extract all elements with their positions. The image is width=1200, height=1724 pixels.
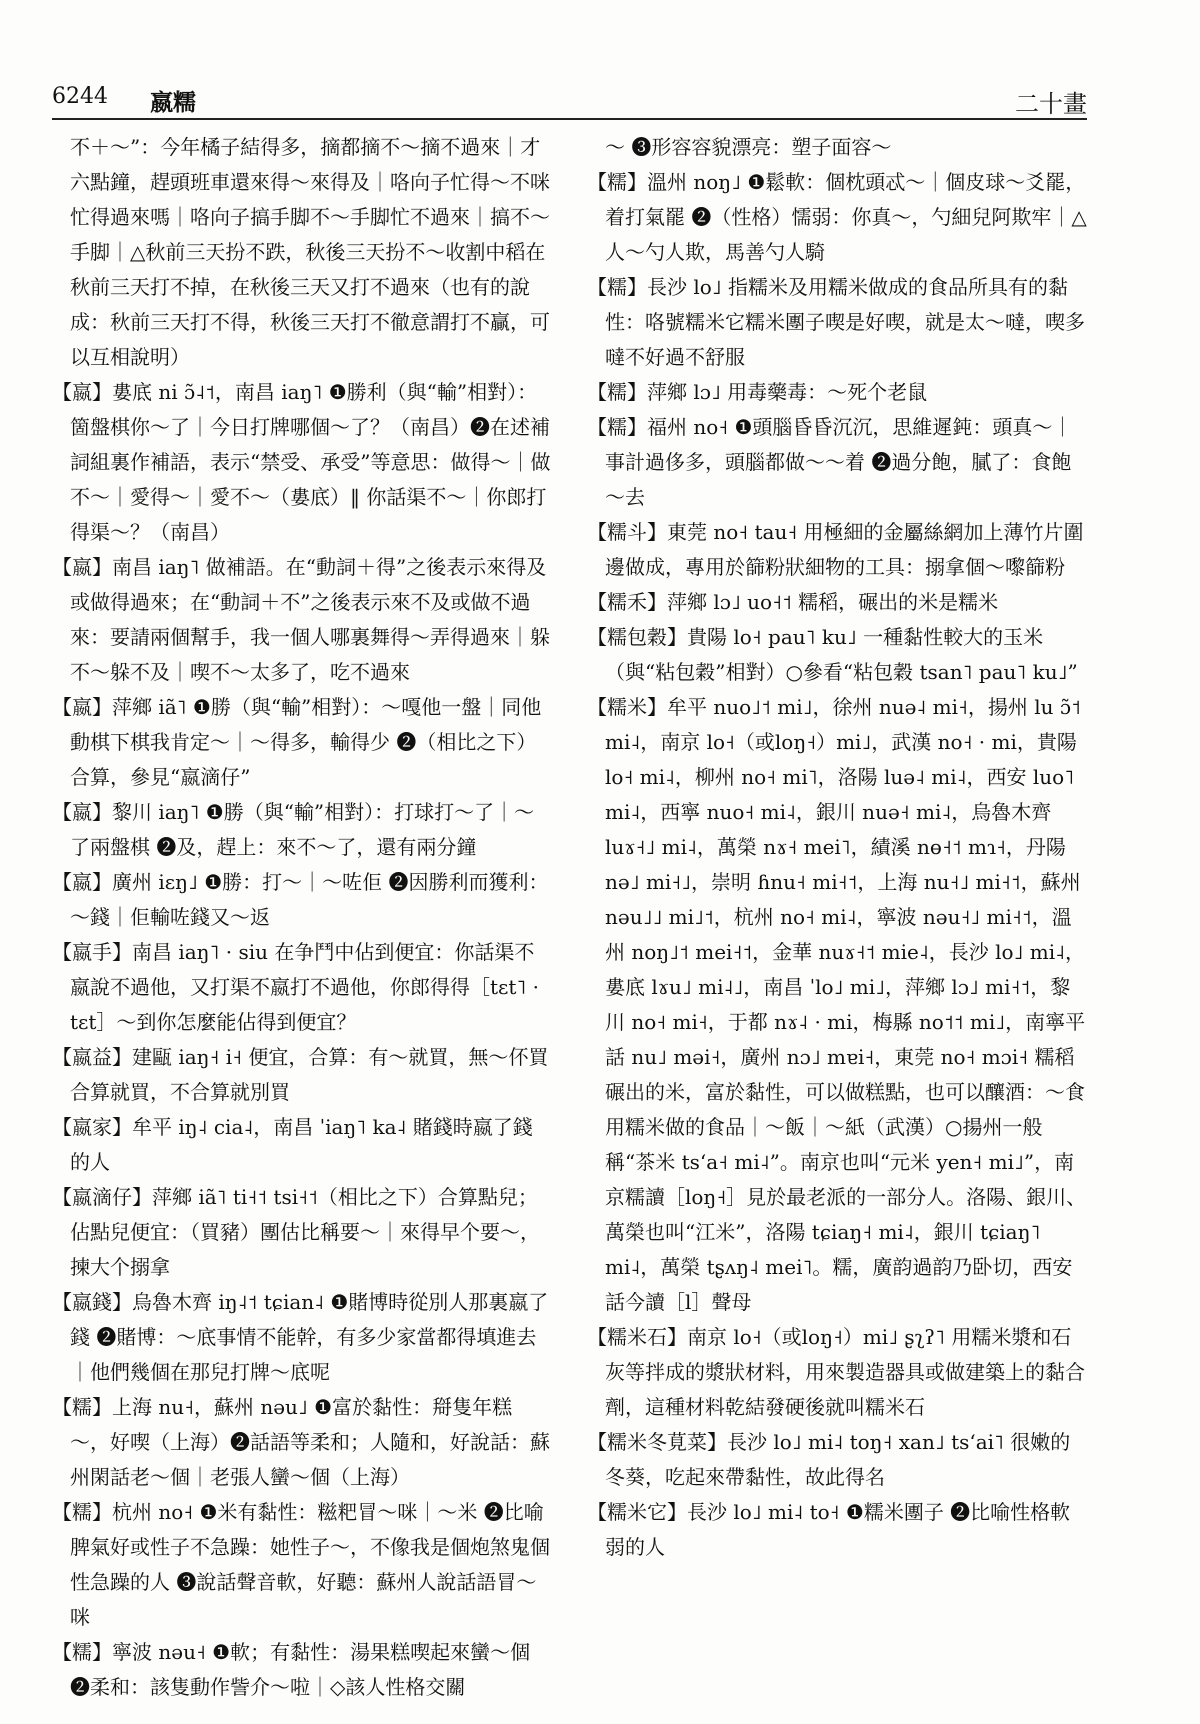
dictionary-entry: 【糯】溫州 noŋ˩ ❶鬆軟：個枕頭忒～｜個皮球～爻罷，着打氣罷 ❷（性格）懦弱：你真～，勺細兒阿欺牢｜△人～勺人欺，馬善勺人騎 xyxy=(587,170,1087,264)
dictionary-entry: 【糯米石】南京 lo˧（或loŋ˧）mi˩ ʂʅʔ˥ 用糯米漿和石灰等拌成的漿狀材料，用來製造器具或做建築上的黏合劑，這種材料乾結發硬後就叫糯米石 xyxy=(587,1325,1085,1419)
dictionary-entry: 【糯】上海 nu˧，蘇州 nəu˩ ❶富於黏性：搿隻年糕～，好喫（上海）❷話語等柔和；人隨和，好說話：蘇州閑話老～個｜老張人蠻～個（上海） xyxy=(52,1395,550,1489)
entry-continuation: ～ ❸形容容貌漂亮：塑子面容～ xyxy=(605,135,892,159)
entry-continuation: 不＋～”：今年橘子結得多，摘都摘不～摘不過來｜才六點鐘，趕頭班車還來得～來得及｜咯向子忙得～不咪忙得過來嗎｜咯向子搞手脚不～手脚忙不過來｜搞不～手脚｜△秋前三天扮不跌，秋後三天扮不～收割中稻在秋前三天打不掉，在秋後三天又打不過來（也有的說成：秋前三天打不得，秋後三天打不徹意謂打不贏，可以互相說明） xyxy=(70,135,550,369)
dictionary-entry: 【糯斗】東莞 no˧ tau˧ 用極細的金屬絲網加上薄竹片圍邊做成，專用於篩粉狀細物的工具：搦拿個～嚟篩粉 xyxy=(587,520,1084,579)
dictionary-entry: 【嬴】廣州 iɛŋ˩ ❶勝：打～｜～咗佢 ❷因勝利而獲利：～錢｜佢輸咗錢又～返 xyxy=(52,870,549,929)
dictionary-entry: 【糯】寧波 nəu˧ ❶軟；有黏性：湯果糕喫起來蠻～個 ❷柔和：該隻動作訾介～啦｜◇該人性格交關 xyxy=(52,1640,531,1699)
page-title: 嬴糯 xyxy=(150,89,196,116)
right-column xyxy=(587,130,1087,1700)
dictionary-entry: 【糯】萍鄉 lɔ˩ 用毒藥毒：～死个老鼠 xyxy=(587,380,928,404)
dictionary-entry: 【嬴】萍鄉 iã˥ ❶勝（與“輸”相對）：～嘎他一盤｜同他動棋下棋我肯定～｜～得多，輸得少 ❷（相比之下）合算，參見“嬴滴仔” xyxy=(52,695,542,789)
dictionary-entry: 【嬴益】建甌 iaŋ˧ i˧ 便宜，合算：有～就買，無～伓買合算就買，不合算就別買 xyxy=(52,1045,549,1104)
page-header xyxy=(52,78,1087,120)
dictionary-entry: 【嬴錢】烏魯木齊 iŋ˨˦ tɕian˨ ❶賭博時從別人那裏嬴了錢 ❷賭博：～底事情不能幹，有多少家當都得填進去｜他們幾個在那兒打牌～底呢 xyxy=(52,1290,549,1384)
dictionary-entry: 【糯米冬莧菜】長沙 lo˩ mi˨ toŋ˧ xan˩ tsʻai˥ 很嫩的冬葵，吃起來帶黏性，故此得名 xyxy=(587,1430,1071,1489)
dictionary-entry: 【嬴家】牟平 iŋ˨ cia˨，南昌 ˈiaŋ˥ ka˨ 賭錢時嬴了錢的人 xyxy=(52,1115,533,1174)
dictionary-entry: 【嬴】婁底 ni ɔ̃˨˦，南昌 iaŋ˥ ❶勝利（與“輸”相對）：箇盤棋你～了｜今日打牌哪個～了？（南昌）❷在述補詞組裏作補語，表示“禁受、承受”等意思：做得～｜做不～｜愛得～｜愛不～（婁底）‖ 你話渠不～｜你郎打得渠～？（南昌） xyxy=(52,380,551,544)
left-column xyxy=(52,130,552,1700)
dictionary-entry: 【嬴手】南昌 iaŋ˥ · siu 在争鬥中佔到便宜：你話渠不嬴說不過他，又打渠不嬴打不過他，你郎得得［tɛt˥ · tɛt］～到你怎麼能佔得到便宜？ xyxy=(52,940,540,1034)
dictionary-entry: 【糯禾】萍鄉 lɔ˩ uo˧˦ 糯稻，碾出的米是糯米 xyxy=(587,590,999,614)
dictionary-entry: 【糯包穀】貴陽 lo˧ pau˥ ku˩ 一種黏性較大的玉米（與“粘包穀”相對）○參看“粘包穀 tsan˥ pau˥ ku˩” xyxy=(587,625,1078,684)
dictionary-entry: 【糯】長沙 lo˩ 指糯米及用糯米做成的食品所具有的黏性：咯號糯米它糯米團子喫是好喫，就是太～噠，喫多噠不好過不舒服 xyxy=(587,275,1085,369)
dictionary-entry: 【嬴】南昌 iaŋ˥ 做補語。在“動詞＋得”之後表示來得及或做得過來；在“動詞＋不”之後表示來不及或做不過來：要請兩個幫手，我一個人哪裏舞得～弄得過來｜躲不～躲不及｜喫不～太多了，吃不過來 xyxy=(52,555,550,684)
dictionary-entry: 【嬴】黎川 iaŋ˥ ❶勝（與“輸”相對）：打球打～了｜～了兩盤棋 ❷及，趕上：來不～了，還有兩分鐘 xyxy=(52,800,535,859)
dictionary-entry: 【嬴滴仔】萍鄉 iã˥ ti˧˦ tsi˧˦（相比之下）合算點兒；佔點兒便宜：（買豬）團估比稱要～｜來得早个要～，揀大个搦拿 xyxy=(52,1185,540,1279)
dictionary-entry: 【糯】杭州 no˧ ❶米有黏性：糍粑冒～咪｜～米 ❷比喻脾氣好或性子不急躁：她性子～，不像我是個炮煞鬼個性急躁的人 ❸說話聲音軟，好聽：蘇州人說話語冒～咪 xyxy=(52,1500,550,1629)
page-number: 6244 xyxy=(52,84,108,109)
dictionary-entry: 【糯米它】長沙 lo˩ mi˨ to˧ ❶糯米團子 ❷比喻性格軟弱的人 xyxy=(587,1500,1071,1559)
dictionary-entry: 【糯】福州 no˧ ❶頭腦昏昏沉沉，思維遲鈍：頭真～｜事計過侈多，頭腦都做～～着 ❷過分飽，膩了：食飽～去 xyxy=(587,415,1073,509)
section-label: 二十畫 xyxy=(1015,90,1087,118)
dictionary-entry: 【糯米】牟平 nuo˩˦ mi˩，徐州 nuə˨ mi˧，揚州 lu ɔ̃˦ mi˨，南京 lo˧（或loŋ˧）mi˩，武漢 no˧ · mi，貴陽 lo˧ mi˨，柳州 no˧ mi˥，洛陽 luə˨ mi˨，西安 luo˥ mi˨，西寧 nuo˧ mi˨，銀川 nuə˧ mi˨，烏魯木齊 luɤ˧˩ mi˨，萬榮 nɤ˧ mei˥，績溪 nɵ˧˦ mɿ˧，丹陽 nə˩ mi˧˩，崇明 ɦnu˧ mi˧˦，上海 nu˧˩ mi˧˦，蘇州 nəu˩˩ mi˩˦，杭州 no˧ mi˨，寧波 nəu˧˩ mi˧˦，溫州 noŋ˩˦ mei˧˦，金華 nuɤ˧˦ mie˨，長沙 lo˩ mi˨，婁底 lɤu˩ mi˨˩，南昌 ˈlo˩ mi˩，萍鄉 lɔ˩ mi˧˦，黎川 no˧ mi˧，于都 nɤ˨ · mi，梅縣 no˦˦ mi˩，南寧平話 nu˩ məi˧，廣州 nɔ˩ mɐi˧，東莞 no˧ mɔi˧ 糯稻碾出的米，富於黏性，可以做糕點，也可以釀酒：～食用糯米做的食品｜～飯｜～紙（武漢）○揚州一般稱“茶米 tsʻa˧ mi˨”。南京也叫“元米 yen˧ mi˩”，南京糯讀［loŋ˧］見於最老派的一部分人。洛陽、銀川、萬榮也叫“江米”，洛陽 tɕiaŋ˧ mi˨，銀川 tɕiaŋ˥ mi˨，萬榮 tʂʌŋ˨ mei˥。糯，廣韵過韵乃卧切，西安話今讀［l］聲母 xyxy=(587,695,1087,1314)
